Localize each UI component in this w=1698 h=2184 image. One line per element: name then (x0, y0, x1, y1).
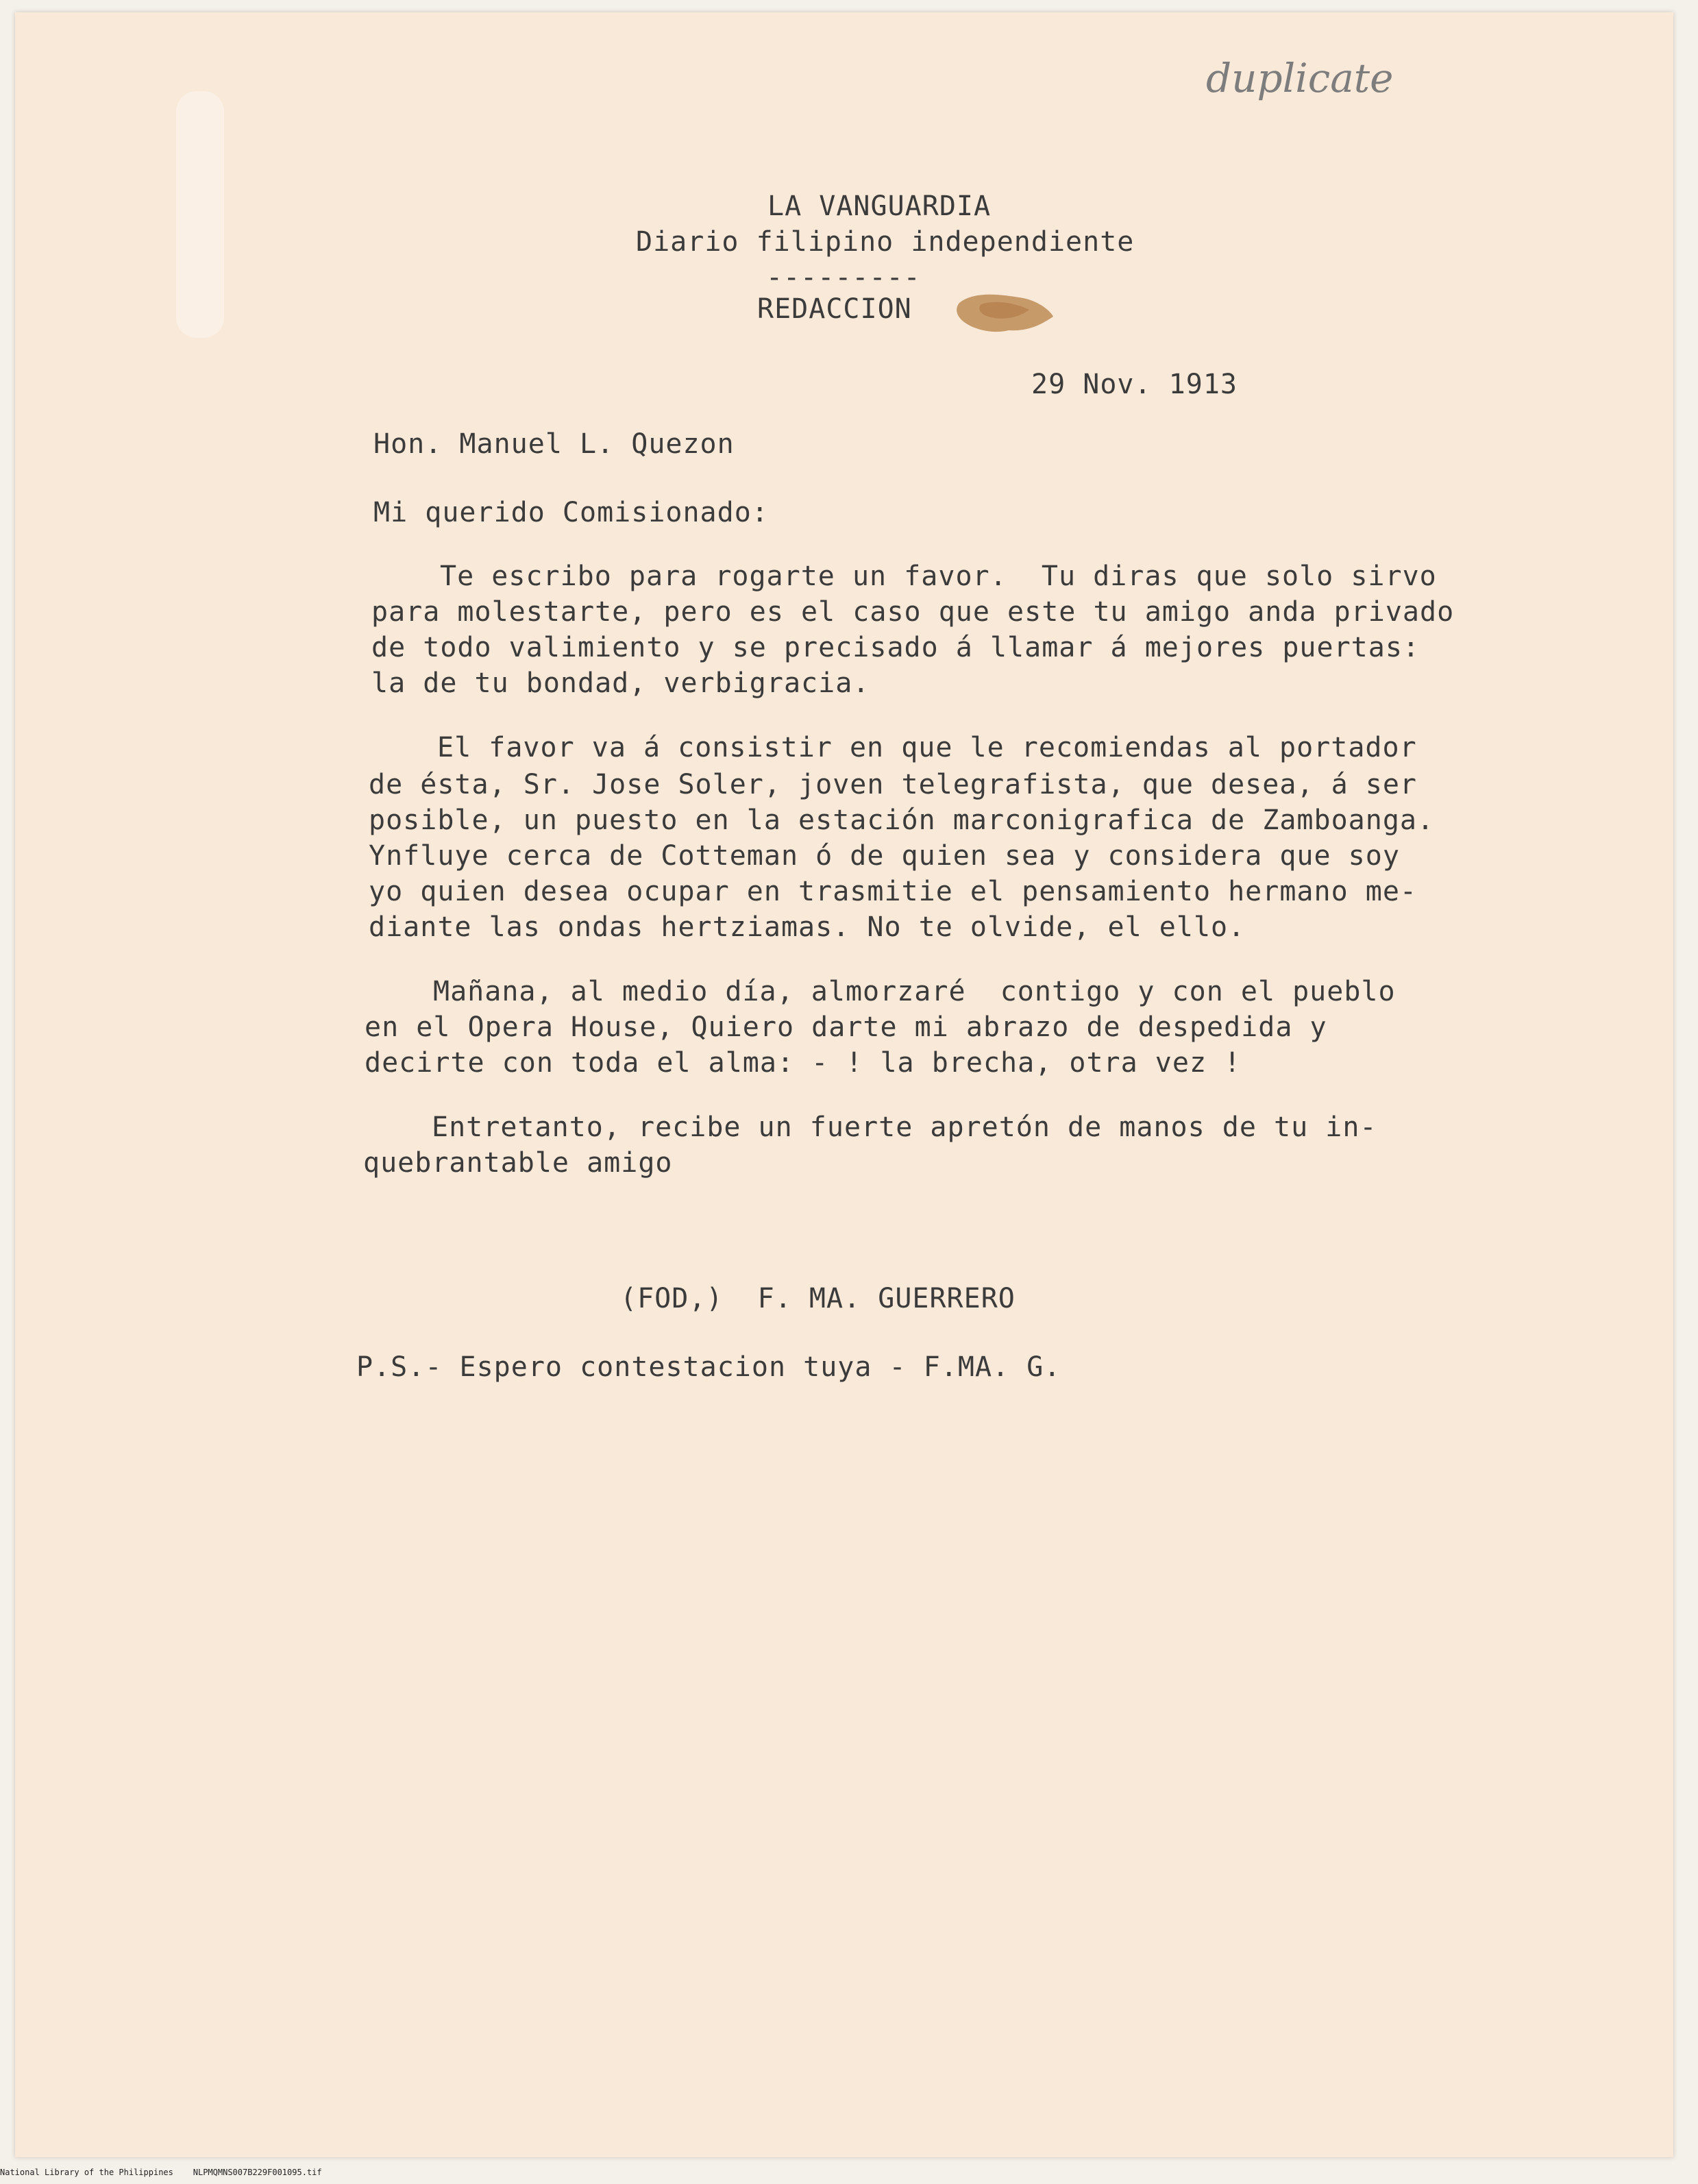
body-line: la de tu bondad, verbigracia. (371, 667, 870, 699)
body-line: diante las ondas hertziamas. No te olvide, el ello. (369, 911, 1246, 943)
body-line: decirte con toda el alma: - ! la brecha, otra vez ! (365, 1047, 1242, 1079)
signature-line: (FOD,) F. MA. GUERRERO (620, 1283, 1016, 1314)
body-line: quebrantable amigo (363, 1147, 673, 1179)
salutation: Mi querido Comisionado: (373, 497, 769, 528)
postscript: P.S.- Espero contestacion tuya - F.MA. G. (356, 1351, 1061, 1383)
body-line: de todo valimiento y se precisado á llamar á mejores puertas: (371, 632, 1420, 663)
letterhead-divider: --------- (766, 262, 921, 293)
handwritten-annotation: duplicate (1206, 55, 1394, 101)
body-line: posible, un puesto en la estación marconigrafica de Zamboanga. (369, 805, 1435, 836)
letterhead-subtitle: Diario filipino independiente (636, 226, 1135, 258)
body-line: Te escribo para rogarte un favor. Tu diras que solo sirvo (440, 561, 1437, 592)
paper-tear-stain (954, 289, 1057, 337)
letterhead-department: REDACCION (757, 293, 912, 325)
body-line: en el Opera House, Quiero darte mi abrazo de despedida y (365, 1011, 1327, 1043)
body-line: Mañana, al medio día, almorzaré contigo y con el pueblo (433, 976, 1396, 1007)
body-line: yo quien desea ocupar en trasmitie el pensamiento hermano me- (369, 876, 1418, 907)
paper-crease (176, 91, 224, 338)
recipient-line: Hon. Manuel L. Quezon (373, 428, 735, 460)
letter-page (15, 12, 1673, 2157)
body-line: para molestarte, pero es el caso que este tu amigo anda privado (371, 596, 1455, 628)
body-line: de ésta, Sr. Jose Soler, joven telegrafista, que desea, á ser (369, 769, 1418, 800)
body-line: El favor va á consistir en que le recomiendas al portador (437, 732, 1417, 763)
body-line: Entretanto, recibe un fuerte apretón de manos de tu in- (432, 1112, 1377, 1143)
letter-date: 29 Nov. 1913 (1031, 369, 1238, 400)
body-line: Ynfluye cerca de Cotteman ó de quien sea y considera que soy (369, 840, 1400, 872)
letterhead-title: LA VANGUARDIA (767, 191, 992, 222)
archive-caption: National Library of the Philippines NLPMQMNS007B229F001095.tif (0, 2168, 322, 2177)
